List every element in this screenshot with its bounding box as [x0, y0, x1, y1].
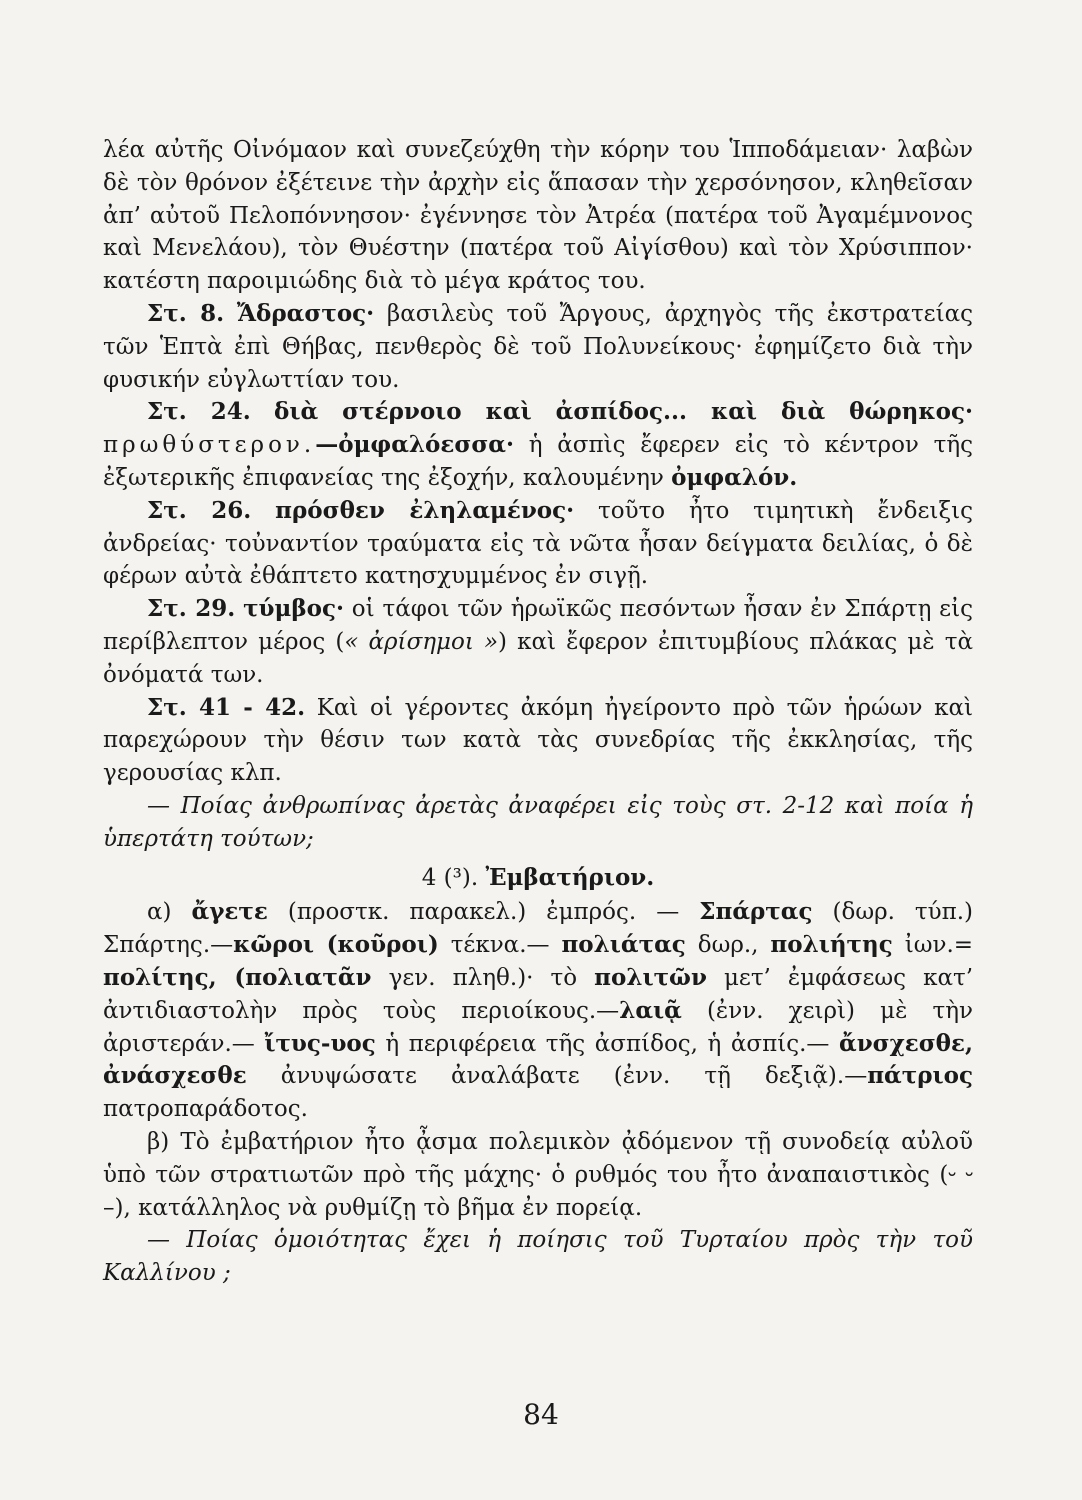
gloss-term: πολιήτης	[770, 931, 893, 959]
item-label: β)	[147, 1128, 170, 1155]
gloss-term: πάτριος	[867, 1062, 973, 1090]
question-text: — Ποίας ἀνθρωπίνας ἀρετὰς ἀναφέρει εἰς τοὺς στ. 2-12 καὶ ποία ἡ ὑπερτάτη τούτων;	[103, 792, 973, 852]
gloss-term: κῶροι (κοῦροι)	[233, 931, 439, 959]
section-heading	[103, 862, 973, 895]
note-text: ) καὶ ἔφερον ἐπιτυμβίους πλάκας μὲ τὰ ὀνόματά των.	[103, 628, 973, 688]
note-spaced: πρωθύστερον.	[103, 432, 316, 459]
note-text: ἡ ἀσπὶς ἔφερεν εἰς τὸ κέντρον τῆς ἐξωτερικῆς ἐπιφανείας της ἐξοχήν, καλουμένην	[103, 432, 974, 491]
gloss-term: πολιάτας	[561, 931, 686, 959]
gloss-term: ἴτυς-υος	[264, 1029, 376, 1057]
gloss-text: μετ’ ἐμφάσεως κατ’ ἀντιδιαστολὴν πρὸς τοὺς περιοίκους.—	[103, 964, 974, 1024]
gloss-term: Σπάρτας	[699, 898, 813, 926]
gloss-text: ἀνυψώσατε ἀναλάβατε (ἐνν. τῇ δεξιᾷ).—	[280, 1063, 868, 1090]
question-1	[103, 790, 973, 856]
note-ref: Στ. 8.	[147, 299, 225, 327]
gloss-text: ἰων.=	[904, 932, 974, 959]
note-term: —ὀμφαλόεσσα·	[315, 431, 514, 459]
page-number: 84	[523, 1398, 559, 1431]
gloss-text: (ἐνν. χειρὶ) μὲ τὴν ἀριστεράν.—	[103, 997, 973, 1057]
gloss-text: γεν. πληθ.)· τὸ	[388, 964, 578, 991]
note-st29	[103, 593, 973, 691]
note-quote: « ἀρίσημοι »	[344, 628, 499, 655]
gloss-text: τέκνα.—	[450, 932, 550, 959]
note-ref: Στ. 26.	[147, 496, 252, 524]
gloss-term: ἄγετε	[191, 898, 268, 926]
note-st41	[103, 692, 973, 790]
note-text: οἱ τάφοι τῶν ἡρωϊκῶς πεσόντων ἦσαν ἐν Σπάρτῃ εἰς περίβλεπτον μέρος (	[103, 596, 973, 655]
note-st26	[103, 495, 973, 593]
note-ref: Στ. 41 - 42.	[147, 693, 306, 721]
body-text	[103, 134, 973, 1290]
note-st8	[103, 298, 973, 396]
note-term: ὀμφαλόν.	[671, 463, 798, 491]
gloss-term: πολίτης, (πολιατᾶν	[103, 963, 372, 991]
gloss-text: (δωρ. τύπ.) Σπάρτης.—	[103, 899, 974, 959]
gloss-term: ἄνσχεσθε, ἀνάσχεσθε	[103, 1029, 974, 1090]
gloss-term: λαιᾷ	[619, 996, 682, 1024]
paragraph-text: Τὸ ἐμβατήριον ἦτο ᾆσμα πολεμικὸν ᾀδόμενον τῇ συνοδείᾳ αὐλοῦ ὑπὸ τῶν στρατιωτῶν πρὸ τῆς μάχης· ὁ ρυθμός του ἦτο ἀναπαιστικὸς (⏑ ⏑ –), κατάλληλος νὰ ρυθμίζῃ τὸ βῆμα ἐν πορείᾳ.	[103, 1128, 973, 1221]
section-title: Ἐμβατήριον.	[485, 863, 655, 891]
note-text: Καὶ οἱ γέροντες ἀκόμη ἠγείροντο πρὸ τῶν ἡρώων καὶ παρεχώρουν τὴν θέσιν των κατὰ τὰς συνεδρίας τῆς ἐκκλησίας, τῆς γερουσίας κλπ.	[103, 694, 973, 787]
note-term: Ἄδραστος·	[236, 299, 375, 327]
paragraph-pelops	[103, 134, 973, 298]
section-number: 4 (³).	[421, 864, 479, 891]
note-text: τοῦτο ἦτο τιμητικὴ ἔνδειξις ἀνδρείας· τοὐναντίον τραύματα εἰς τὰ νῶτα ἦσαν δείγματα δειλίας, ὁ δὲ φέρων αὐτὰ ἐθάπτετο κατησχυμμένος ἐν σιγῇ.	[103, 497, 974, 590]
note-ref: Στ. 24.	[147, 398, 251, 426]
note-text: βασιλεὺς τοῦ Ἄργους, ἀρχηγὸς τῆς ἐκστρατείας τῶν Ἑπτὰ ἐπὶ Θήβας, πενθερὸς δὲ τοῦ Πολυνείκους· ἐφημίζετο διὰ τὴν φυσικήν εὐγλωττίαν του.	[103, 300, 974, 393]
note-term: πρόσθεν ἐληλαμένος·	[275, 496, 575, 524]
question-2	[103, 1224, 973, 1290]
paragraph-beta	[103, 1126, 973, 1224]
note-term: τύμβος·	[243, 595, 344, 623]
item-label: α)	[147, 899, 172, 926]
gloss-text: πατροπαράδοτος.	[103, 1096, 308, 1123]
question-text: — Ποίας ὁμοιότητας ἔχει ἡ ποίησις τοῦ Τυρταίου πρὸς τὴν τοῦ Καλλίνου ;	[103, 1227, 973, 1287]
gloss-text: δωρ.,	[697, 932, 759, 959]
note-ref: Στ. 29.	[147, 595, 236, 623]
gloss-text: (προστκ. παρακελ.) ἐμπρός. —	[287, 899, 680, 926]
gloss-term: πολιτῶν	[594, 963, 707, 991]
paragraph-text: λέα αὐτῆς Οἰνόμαον καὶ συνεζεύχθη τὴν κόρην του Ἱπποδάμειαν· λαβὼν δὲ τὸν θρόνον ἐξέτεινε τὴν ἀρχὴν εἰς ἅπασαν τὴν χερσόνησον, κληθεῖσαν ἀπ’ αὐτοῦ Πελοπόννησον· ἐγέννησε τὸν Ἀτρέα (πατέρα τοῦ Ἀγαμέμνονος καὶ Μενελάου), τὸν Θυέστην (πατέρα τοῦ Αἰγίσθου) καὶ τὸν Χρύσιππον· κατέστη παροιμιώδης διὰ τὸ μέγα κράτος του.	[103, 137, 973, 295]
note-st24	[103, 396, 973, 494]
paragraph-alpha	[103, 896, 973, 1126]
note-term: διὰ στέρνοιο καὶ ἀσπίδος... καὶ διὰ θώρηκος·	[274, 398, 973, 426]
gloss-text: ἡ περιφέρεια τῆς ἀσπίδος, ἡ ἀσπίς.—	[385, 1030, 830, 1057]
